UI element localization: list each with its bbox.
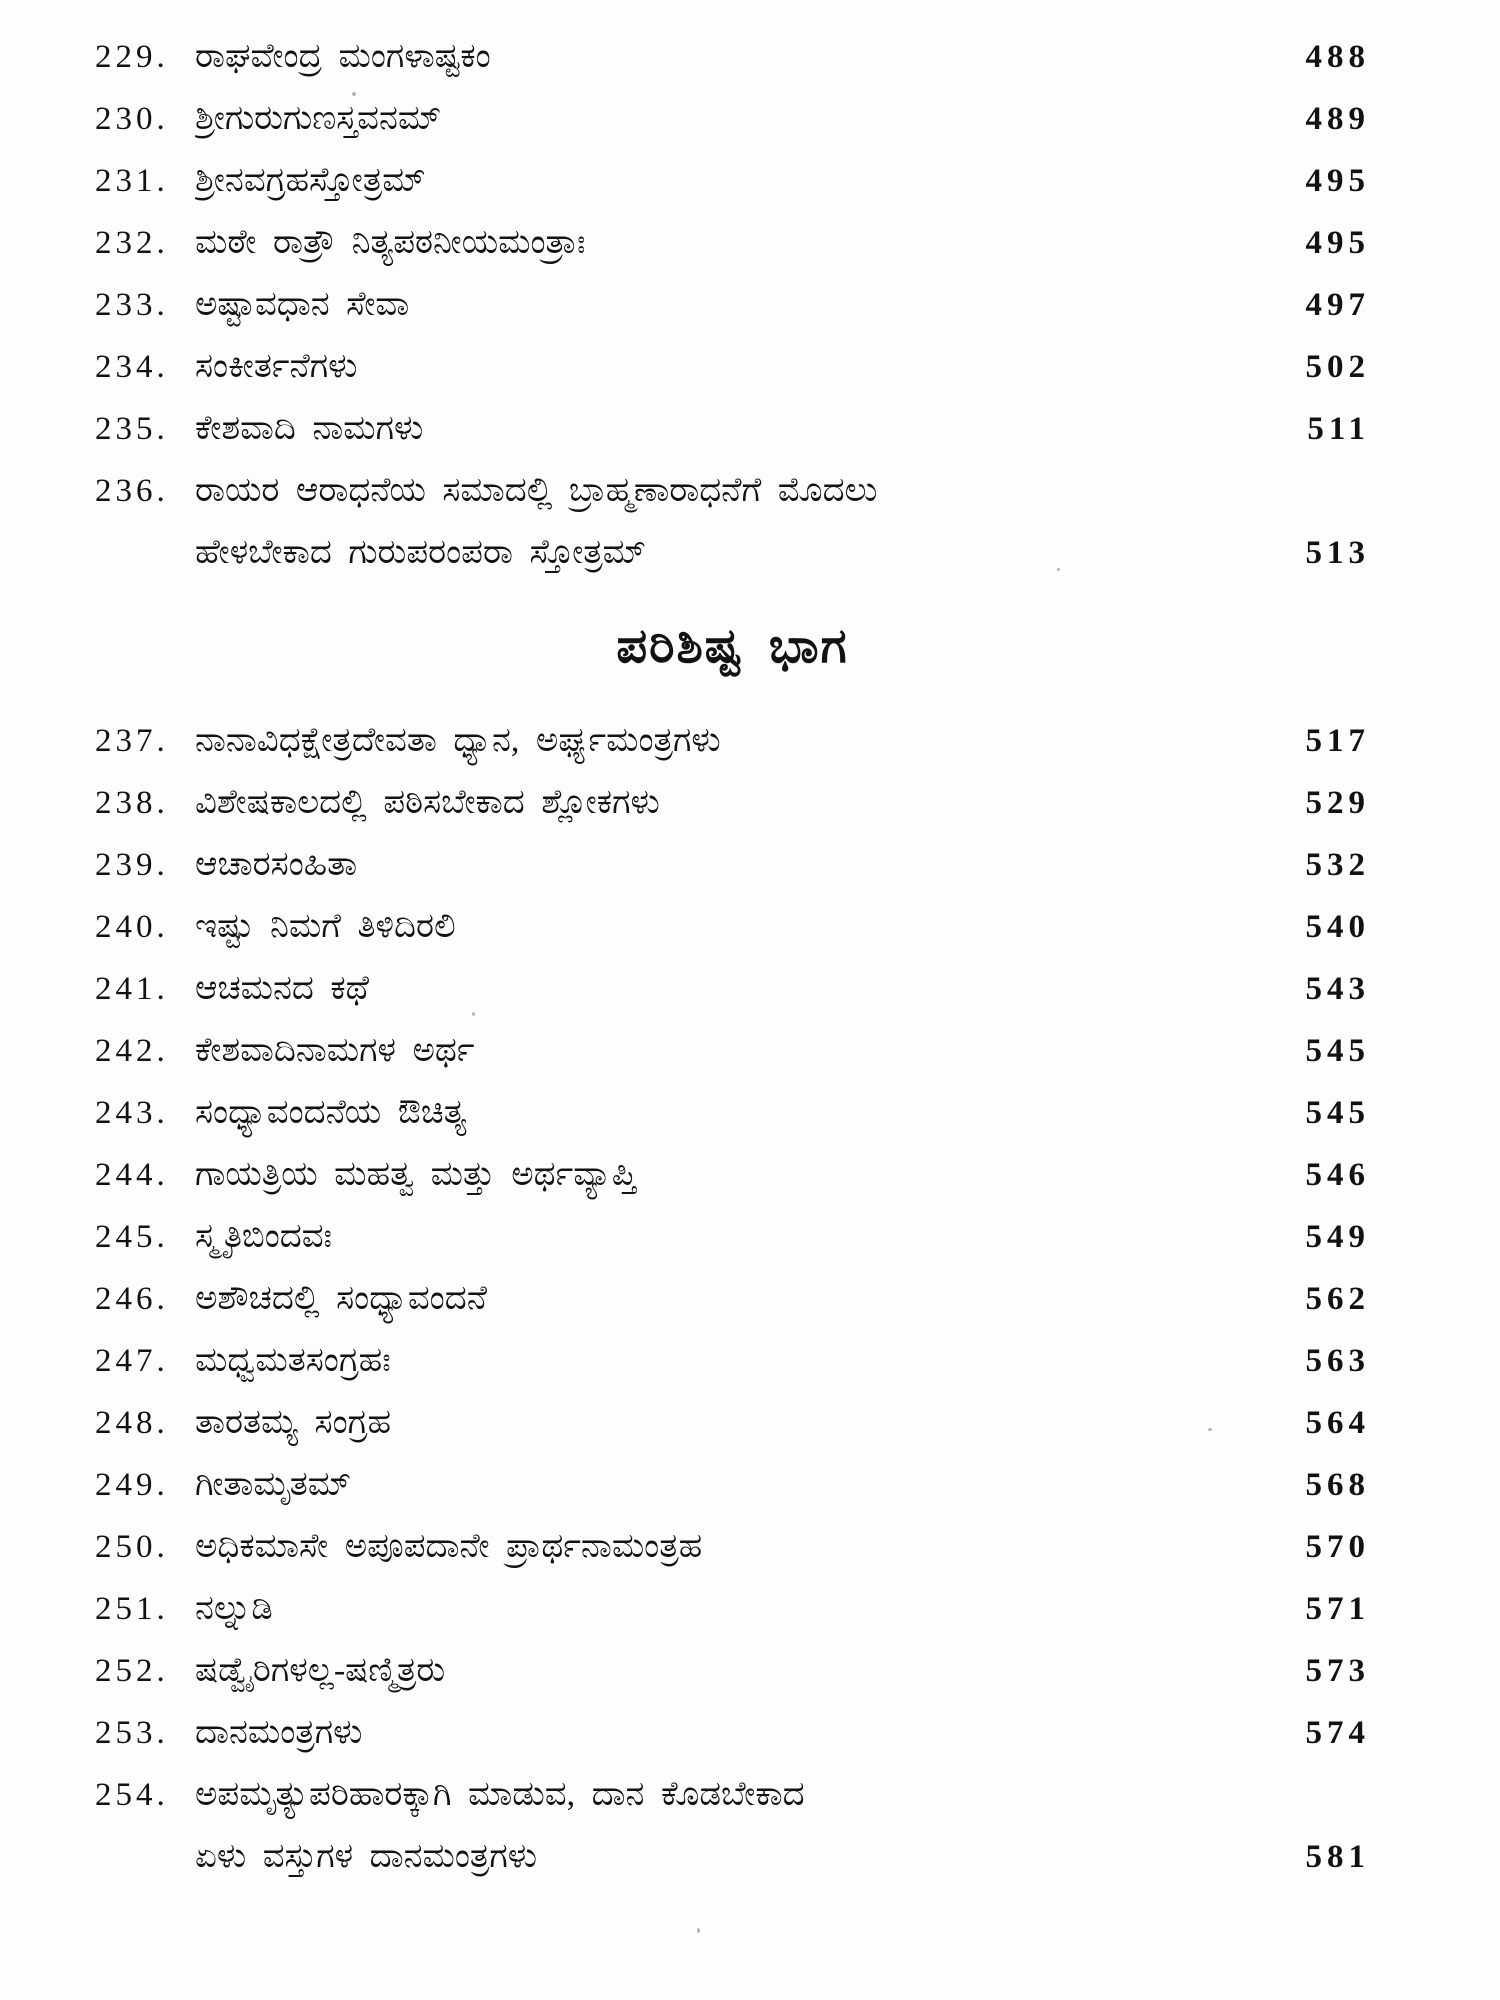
entry-number: 237. [95,723,169,759]
entry-title: ಇಷ್ಟು ನಿಮಗೆ ತಿಳಿದಿರಲಿ [195,908,456,945]
toc-entry-row [95,710,1370,772]
entry-number: 254. [95,1777,169,1813]
entry-title: ಗಾಯತ್ರಿಯ ಮಹತ್ವ ಮತ್ತು ಅರ್ಥವ್ಯಾಪ್ತಿ [195,1156,637,1193]
entry-number: 243. [95,1095,169,1131]
entry-number: 249. [95,1467,169,1503]
toc-entry-row [95,336,1370,398]
entry-title: ಸಂಕೀರ್ತನೆಗಳು [195,348,358,385]
entry-page-number: 549 [1305,1219,1370,1255]
toc-section-main [95,26,1370,584]
entry-number: 229. [95,39,169,75]
toc-entry-row [95,1640,1370,1702]
entry-page-number: 495 [1305,163,1370,199]
entry-page-number: 540 [1305,909,1370,945]
entry-title: ಹೇಳಬೇಕಾದ ಗುರುಪರಂಪರಾ ಸ್ತೋತ್ರಮ್ [195,534,647,571]
entry-number: 234. [95,349,169,385]
entry-title: ತಾರತಮ್ಯ ಸಂಗ್ರಹ [195,1404,392,1441]
entry-title: ವಿಶೇಷಕಾಲದಲ್ಲಿ ಪಠಿಸಬೇಕಾದ ಶ್ಲೋಕಗಳು [195,784,660,821]
entry-number: 252. [95,1653,169,1689]
toc-entry-row [95,26,1370,88]
entry-number: 233. [95,287,169,323]
entry-page-number: 564 [1305,1405,1370,1441]
entry-number: 239. [95,847,169,883]
toc-entry-row [95,1082,1370,1144]
toc-entry-row [95,1516,1370,1578]
entry-title: ನಾನಾವಿಧಕ್ಷೇತ್ರದೇವತಾ ಧ್ಯಾನ, ಅರ್ಘ್ಯಮಂತ್ರಗಳು [195,722,721,759]
toc-entry-row [95,1578,1370,1640]
toc-entry-row [95,1764,1370,1826]
toc-entry-row [95,212,1370,274]
entry-title: ಮಧ್ವಮತಸಂಗ್ರಹಃ [195,1342,391,1379]
entry-number: 236. [95,473,169,509]
entry-page-number: 568 [1305,1467,1370,1503]
entry-page-number: 532 [1305,847,1370,883]
entry-page-number: 543 [1305,971,1370,1007]
entry-title: ಅಧಿಕಮಾಸೇ ಅಪೂಪದಾನೇ ಪ್ರಾರ್ಥನಾಮಂತ್ರಹ [195,1528,703,1565]
entry-title: ಏಳು ವಸ್ತುಗಳ ದಾನಮಂತ್ರಗಳು [195,1838,538,1875]
entry-page-number: 571 [1305,1591,1370,1627]
entry-title: ಶ್ರೀನವಗ್ರಹಸ್ತೋತ್ರಮ್ [195,162,426,199]
entry-page-number: 511 [1307,411,1370,447]
entry-page-number: 545 [1305,1033,1370,1069]
toc-entry-row [95,1268,1370,1330]
scan-speck [697,1928,700,1933]
entry-number: 246. [95,1281,169,1317]
entry-page-number: 488 [1305,39,1370,75]
toc-entry-row [95,460,1370,522]
entry-page-number: 570 [1305,1529,1370,1565]
entry-title: ಮಠೇ ರಾತ್ರೌ ನಿತ್ಯಪಠನೀಯಮಂತ್ರಾಃ [195,224,586,261]
entry-title: ಕೇಶವಾದಿ ನಾಮಗಳು [195,410,424,447]
entry-title: ದಾನಮಂತ್ರಗಳು [195,1714,363,1751]
entry-number: 251. [95,1591,169,1627]
entry-title: ಆಚಮನದ ಕಥೆ [195,970,369,1007]
entry-title: ಸಂಧ್ಯಾವಂದನೆಯ ಔಚಿತ್ಯ [195,1094,467,1131]
entry-number: 232. [95,225,169,261]
entry-number: 245. [95,1219,169,1255]
entry-page-number: 489 [1305,101,1370,137]
entry-page-number: 581 [1305,1839,1370,1875]
entry-page-number: 574 [1305,1715,1370,1751]
toc-entry-row [95,834,1370,896]
toc-entry-row [95,1702,1370,1764]
entry-number: 250. [95,1529,169,1565]
entry-page-number: 502 [1305,349,1370,385]
entry-title: ಅಶೌಚದಲ್ಲಿ ಸಂಧ್ಯಾವಂದನೆ [195,1280,487,1317]
toc-section-appendix [95,710,1370,1888]
entry-title: ರಾಘವೇಂದ್ರ ಮಂಗಳಾಷ್ಟಕಂ [195,38,491,75]
scan-speck [352,92,356,96]
entry-page-number: 517 [1305,723,1370,759]
scan-speck [1208,1428,1212,1431]
entry-title: ಆಚಾರಸಂಹಿತಾ [195,846,358,883]
entry-number: 231. [95,163,169,199]
entry-number: 248. [95,1405,169,1441]
entry-number: 238. [95,785,169,821]
entry-title: ಶ್ರೀಗುರುಗುಣಸ್ತವನಮ್ [195,100,442,137]
toc-entry-row [95,1330,1370,1392]
toc-entry-row [95,398,1370,460]
entry-page-number: 497 [1305,287,1370,323]
entry-page-number: 563 [1305,1343,1370,1379]
entry-number: 235. [95,411,169,447]
toc-entry-row [95,1454,1370,1516]
scan-speck [472,1012,475,1016]
toc-entry-row [95,772,1370,834]
entry-page-number: 546 [1305,1157,1370,1193]
entry-title: ಅಷ್ಟಾವಧಾನ ಸೇವಾ [195,286,410,323]
toc-entry-row [95,150,1370,212]
toc-entry-row [95,1392,1370,1454]
entry-title: ಸ್ಮೃತಿಬಿಂದವಃ [195,1218,333,1255]
entry-title: ಅಪಮೃತ್ಯುಪರಿಹಾರಕ್ಕಾಗಿ ಮಾಡುವ, ದಾನ ಕೊಡಬೇಕಾದ [195,1776,805,1813]
toc-entry-row [95,88,1370,150]
entry-title: ರಾಯರ ಆರಾಧನೆಯ ಸಮಾದಲ್ಲಿ ಬ್ರಾಹ್ಮಣಾರಾಧನೆಗೆ ಮೊದಲು [195,472,878,509]
entry-page-number: 573 [1305,1653,1370,1689]
entry-page-number: 545 [1305,1095,1370,1131]
toc-entry-row [95,958,1370,1020]
section-heading: ಪರಿಶಿಷ್ಟ ಭಾಗ [616,620,849,673]
entry-number: 253. [95,1715,169,1751]
toc-entry-row [95,522,1370,584]
entry-number: 241. [95,971,169,1007]
entry-number: 242. [95,1033,169,1069]
toc-entry-row [95,1020,1370,1082]
entry-title: ಷಡ್ವೈರಿಗಳಲ್ಲ-ಷಣ್ಮಿತ್ರರು [195,1652,446,1689]
toc-entry-row [95,274,1370,336]
entry-page-number: 562 [1305,1281,1370,1317]
entry-title: ಗೀತಾಮೃತಮ್ [195,1466,352,1503]
entry-number: 230. [95,101,169,137]
toc-entry-row [95,1826,1370,1888]
entry-title: ನಲ್ನುಡಿ [195,1590,273,1627]
toc-entry-row [95,1206,1370,1268]
entry-page-number: 529 [1305,785,1370,821]
entry-number: 240. [95,909,169,945]
entry-number: 244. [95,1157,169,1193]
entry-number: 247. [95,1343,169,1379]
entry-page-number: 513 [1305,535,1370,571]
entry-title: ಕೇಶವಾದಿನಾಮಗಳ ಅರ್ಥ [195,1032,475,1069]
toc-entry-row [95,896,1370,958]
toc-entry-row [95,1144,1370,1206]
entry-page-number: 495 [1305,225,1370,261]
scan-speck [1057,568,1060,571]
